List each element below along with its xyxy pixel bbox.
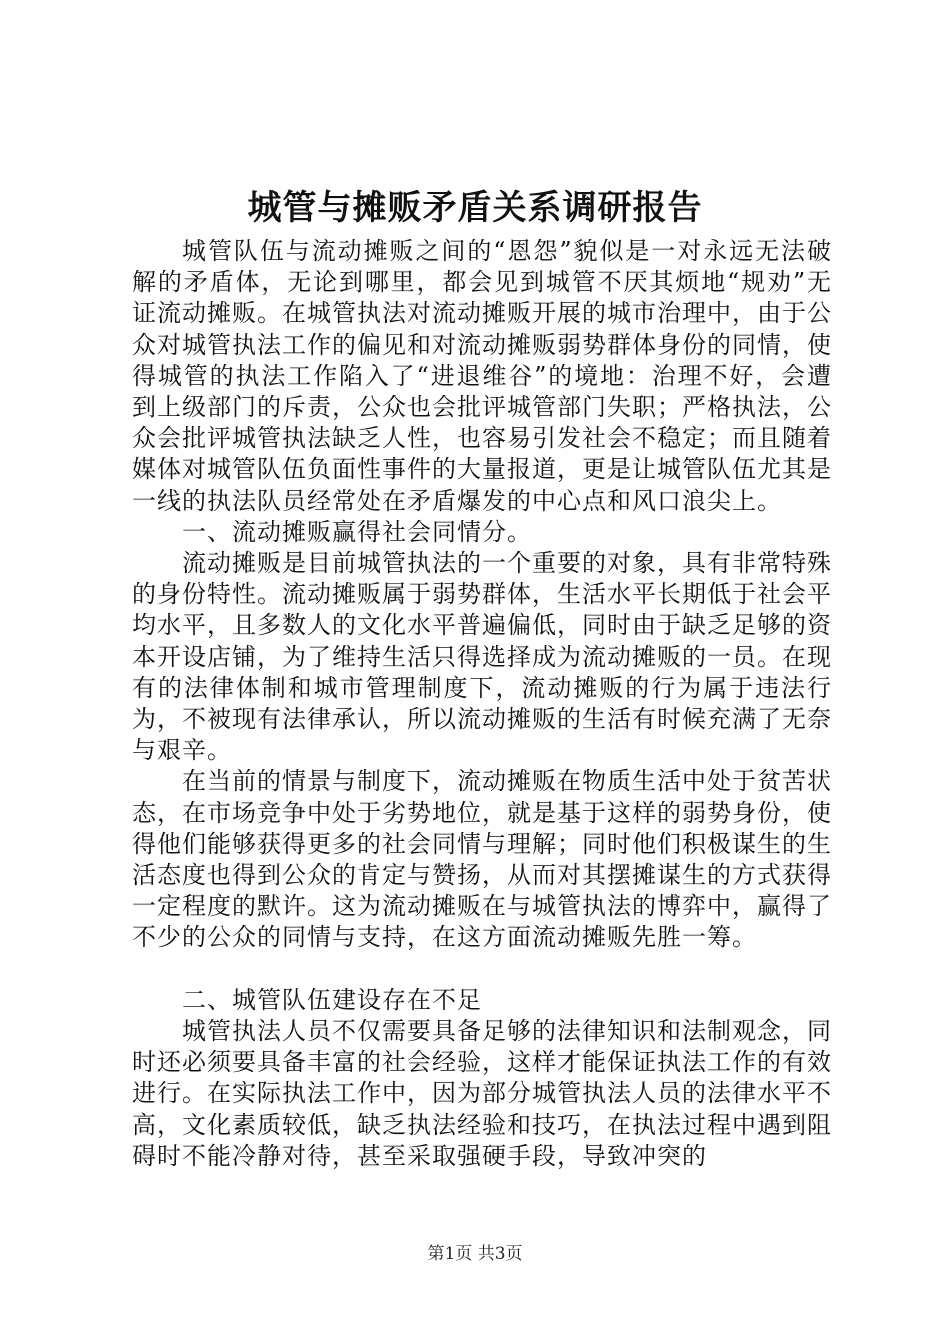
page-footer: 第1页 共3页 — [427, 1244, 523, 1264]
section-1-paragraph-2: 在当前的情景与制度下，流动摊贩在物质生活中处于贫苦状态，在市场竞争中处于劣势地位，就是基于这样的弱势身份，使得他们能够获得更多的社会同情与理解；同时他们积极谋生的生活态度也得到公众的肯定与赞扬，从而对其摆摊谋生的方式获得一定程度的默许。这为流动摊贩在与城管执法的博弈中，赢得了不少的公众的同情与支持，在这方面流动摊贩先胜一筹。 — [132, 767, 832, 952]
section-1-paragraph-1: 流动摊贩是目前城管执法的一个重要的对象，具有非常特殊的身份特性。流动摊贩属于弱势群体，生活水平长期低于社会平均水平，且多数人的文化水平普遍偏低，同时由于缺乏足够的资本开设店铺，为了维持生活只得选择成为流动摊贩的一员。在现有的法律体制和城市管理制度下，流动摊贩的行为属于违法行为，不被现有法律承认，所以流动摊贩的生活有时候充满了无奈与艰辛。 — [132, 549, 832, 765]
section-2-paragraph-1: 城管执法人员不仅需要具备足够的法律知识和法制观念，同时还必须要具备丰富的社会经验，这样才能保证执法工作的有效进行。在实际执法工作中，因为部分城管执法人员的法律水平不高，文化素质较低，缺乏执法经验和技巧，在执法过程中遇到阻碍时不能冷静对待，甚至采取强硬手段，导致冲突的 — [132, 1017, 832, 1170]
blank-line — [132, 954, 832, 985]
document-title: 城管与摊贩矛盾关系调研报告 — [247, 188, 703, 228]
document-body — [132, 236, 832, 1172]
intro-paragraph: 城管队伍与流动摊贩之间的“恩怨”貌似是一对永远无法破解的矛盾体，无论到哪里，都会见到城管不厌其烦地“规劝”无证流动摊贩。在城管执法对流动摊贩开展的城市治理中，由于公众对城管执法工作的偏见和对流动摊贩弱势群体身份的同情，使得城管的执法工作陷入了“进退维谷”的境地：治理不好，会遭到上级部门的斥责，公众也会批评城管部门失职；严格执法，公众会批评城管执法缺乏人性，也容易引发社会不稳定；而且随着媒体对城管队伍负面性事件的大量报道，更是让城管队伍尤其是一线的执法队员经常处在矛盾爆发的中心点和风口浪尖上。 — [132, 237, 832, 515]
section-heading-2: 二、城管队伍建设存在不足 — [182, 985, 482, 1014]
section-heading-1: 一、流动摊贩赢得社会同情分。 — [182, 517, 532, 546]
